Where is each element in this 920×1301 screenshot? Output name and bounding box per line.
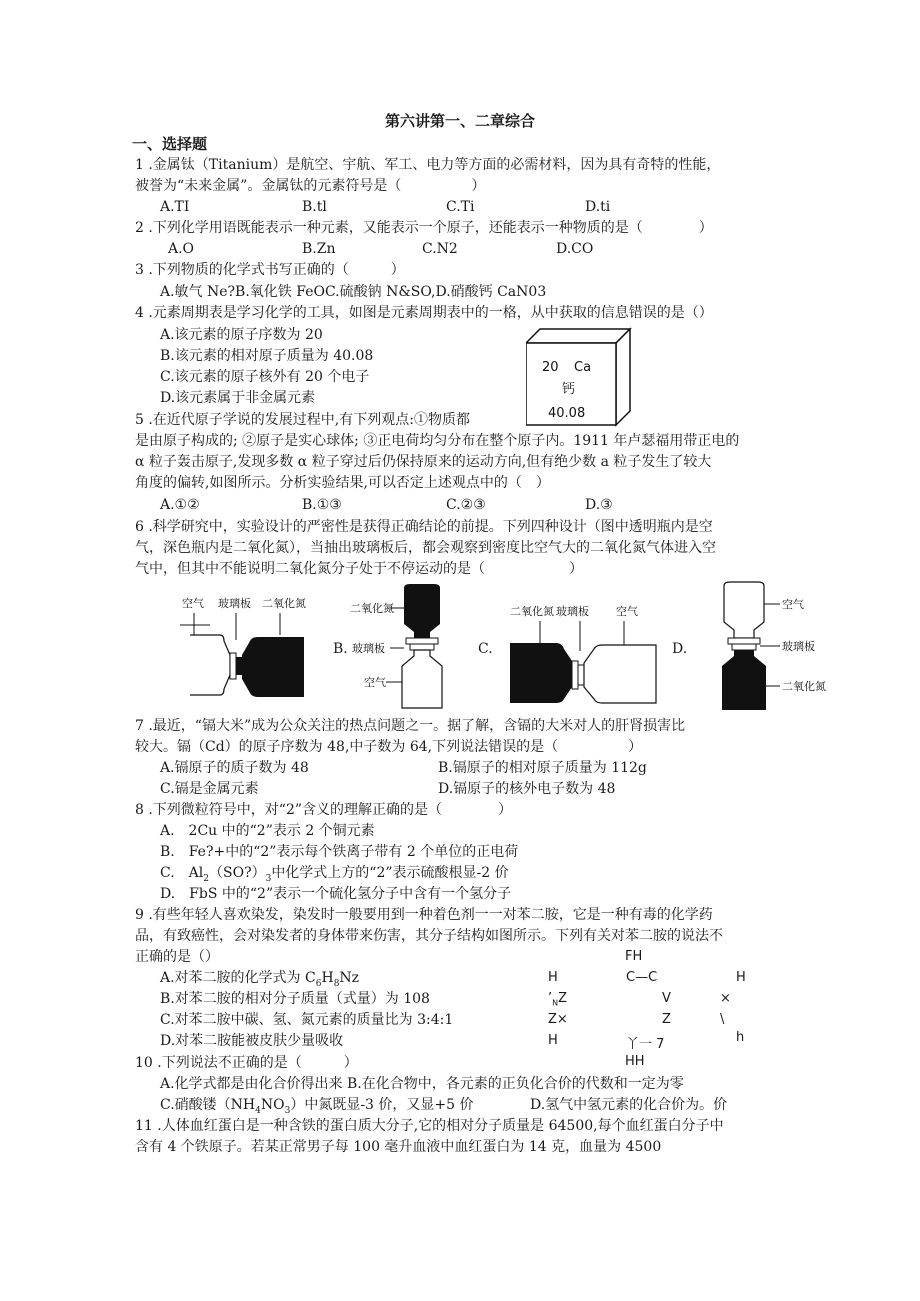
q5-text-1: 5 .在近代原子学说的发展过程中,有下列观点:①物质都	[135, 412, 470, 428]
q7-option-b: B.镉原子的相对原子质量为 112g	[438, 760, 647, 776]
svg-text:玻璃板: 玻璃板	[352, 642, 385, 655]
q6-text-3: 气中，但其中不能说明二氧化氮分子处于不停运动的是（ ）	[135, 561, 583, 577]
q9-option-a: A.对苯二胺的化学式为 $C_6H_8Nz$	[160, 970, 360, 989]
q1-option-b: B.tl	[302, 199, 327, 215]
q5-text-2: 是由原子构成的; ②原子是实心球体; ③正电荷均匀分布在整个原子内。1911 年卢瑟福用带正电的	[135, 433, 740, 449]
q4-text-1: 4 .元素周期表是学习化学的工具，如图是元素周期表中的一格，从中获取的信息错误的是（）	[135, 305, 713, 321]
q2-option-b: B.Zn	[302, 241, 336, 257]
svg-text:玻璃板: 玻璃板	[556, 605, 589, 618]
label-air: 空气	[182, 597, 204, 610]
q8-option-d: D. FbS 中的“2”表示一个硫化氢分子中含有一个氢分子	[160, 886, 512, 902]
section-heading: 一、选择题	[132, 135, 208, 153]
q1-text-2: 被誉为“未来金属”。金属钛的元素符号是（ ）	[135, 178, 486, 194]
svg-text:空气: 空气	[616, 605, 638, 618]
q11-text-2: 含有 4 个铁原子。若某正常男子每 100 毫升血液中血红蛋白为 14 克，血量为 4500	[135, 1139, 662, 1155]
label-glass: 玻璃板	[218, 597, 251, 610]
q3-options: A.敏气 Ne?B.氧化铁 FeOC.硫酸钠 N&SO,D.硝酸钙 CaN03	[160, 284, 547, 300]
svg-text:空气: 空气	[364, 676, 386, 689]
q2-option-c: C.N2	[422, 241, 458, 257]
q5-option-a: A.①②	[160, 497, 200, 513]
q1-option-a: A.TI	[160, 199, 190, 215]
worksheet-page: 第六讲第一、二章综合 一、选择题 1 .金属钛（Titanium）是航空、宇航、军工、电力等方面的必需材料，因为具有奇特的性能， 被誉为“未来金属”。金属钛的元素符号是（ ） A.TI B.tl C.Ti D.ti 2 .下列化学用语既能表示一种元素，又能表示一个原子，还能表示一种物质的是（ ） A.O B.Zn C.N2 D.CO 3 .下列物质的化学式书写正确的（ ） A.敏气 Ne?B.氧化铁 FeOC.硫酸钠 N&SO,D.硝酸钙 CaN03 4 .元素周期表是学习化学的工具，如图是元素周期表中的一格，从中获取的信息错误的是（） A.该元素的原子序数为 20 B.该元素的相对原子质量为 40.08 C.该元素的原子核外有 20 个电子 D.该元素属于非金属元素 20 Ca 钙 40.08 5 .在近代原子学说的发展过程中,有下列观点:①物质都 是由原子构成的; ②原子是实心球体; ③正电荷均匀分布在整个原子内。1911 年卢瑟福用带正电的 α 粒子轰击原子,发现多数 α 粒子穿过后仍保持原来的运动方向,但有绝少数 a 粒子发生了较大 角度的偏转,如图所示。分析实验结果,可以否定上述观点中的（ ） A.①② B.①③ C.②③ D.③ 6 .科学研究中，实验设计的严密性是获得正确结论的前提。下列四种设计（图中透明瓶内是空 气，深色瓶内是二氧化氮），当抽出玻璃板后，都会观察到密度比空气大的二氧化氮气体进入空 气中，但其中不能说明二氧化氮分子处于不停运动的是（ ） 空气 玻璃板 二氧化氮 B. 二氧化氮 玻璃板 空气 C. 二氧化氮 玻璃板 空气 D. 空气 玻璃板 二氧化氮 7 .最近，“镉大米”成为公众关注的热点问题之一。据了解，含镉的大米对人的肝肾损害比 较大。镉（Cd）的原子序数为 48,中子数为 64,下列说法错误的是（ ） A.镉原子的质子数为 48 B.镉原子的相对原子质量为 112g C.镉是金属元素 D.镉原子的核外电子数为 48 8 .下列微粒符号中，对“2”含义的理解正确的是（ ） A. 2Cu 中的“2”表示 2 个铜元素 B. Fe?+中的“2”表示每个铁离子带有 2 个单位的正电荷 C. $Al_2(SO?)_3$中化学式上方的“2”表示硫酸根显-2 价 D. FbS 中的“2”表示一个硫化氢分子中含有一个氢分子 9 .有些年轻人喜欢染发，染发时一般要用到一种着色剂一一对苯二胺，它是一种有毒的化学药 品，有致癌性，会对染发者的身体带来伤害，其分子结构如图所示。下列有关对苯二胺的说法不 正确的是（） A.对苯二胺的化学式为 $C_6H_8Nz$ B.对苯二胺的相对分子质量（式量）为 108 C.对苯二胺中碳、氢、氮元素的质量比为 3:4:1 D.对苯二胺能被皮肤少量吸收 FH H C—C H $’_NZ$ V × Z× Z \ H 丫一 7 h HH 10 .下列说法不正确的是（ ） A.化学式都是由化合价得出来 B.在化合物中，各元素的正负化合价的代数和一定为零 C.硝酸镂$(NH_4NO_3)$中氮既显-3 价，又显+5 价 D.氢气中氢元素的化合价为。价 11 .人体血红蛋白是一种含铁的蛋白质大分子,它的相对分子质量是 64500,每个血红蛋白分子中 含有 4 个铁原子。若某正常男子每 100 毫升血液中血红蛋白为 14 克，血量为 4500	[0, 0, 920, 1301]
q10-text-1: 10 .下列说法不正确的是（ ）	[135, 1055, 358, 1071]
diffusion-figure-c	[510, 603, 660, 708]
q6-option-b: B.	[333, 641, 348, 657]
q10-option-c: C.硝酸镂$(NH_4NO_3)$中氮既显-3 价，又显+5 价	[160, 1097, 474, 1116]
q4-option-c: C.该元素的原子核外有 20 个电子	[160, 369, 370, 385]
page-title: 第六讲第一、二章综合	[384, 112, 535, 130]
label-no2: 二氧化氮	[262, 597, 306, 610]
svg-text:空气: 空气	[782, 598, 804, 611]
q1-option-c: C.Ti	[446, 199, 475, 215]
svg-text:玻璃板: 玻璃板	[782, 640, 815, 653]
q6-text-1: 6 .科学研究中，实验设计的严密性是获得正确结论的前提。下列四种设计（图中透明瓶内是空	[135, 519, 713, 535]
q9-option-c: C.对苯二胺中碳、氢、氮元素的质量比为 3:4:1	[160, 1012, 454, 1028]
q5-text-3: α 粒子轰击原子,发现多数 α 粒子穿过后仍保持原来的运动方向,但有绝少数 a 粒子发生了较大	[135, 454, 712, 470]
q4-option-d: D.该元素属于非金属元素	[160, 390, 316, 406]
q2-option-d: D.CO	[556, 241, 594, 257]
q7-text-1: 7 .最近，“镉大米”成为公众关注的热点问题之一。据了解，含镉的大米对人的肝肾损害比	[135, 718, 686, 734]
q9-text-3: 正确的是（）	[135, 949, 219, 965]
q2-option-a: A.O	[168, 241, 195, 257]
q10-option-ab: A.化学式都是由化合价得出来 B.在化合物中，各元素的正负化合价的代数和一定为零	[160, 1076, 684, 1092]
svg-text:二氧化氮: 二氧化氮	[350, 602, 394, 615]
q5-option-c: C.②③	[446, 497, 486, 513]
q7-option-d: D.镉原子的核外电子数为 48	[438, 781, 616, 797]
diffusion-figure-a	[180, 595, 310, 705]
q9-text-1: 9 .有些年轻人喜欢染发，染发时一般要用到一种着色剂一一对苯二胺，它是一种有毒的化学药	[135, 907, 713, 923]
q6-option-c: C.	[478, 641, 493, 657]
q1-option-d: D.ti	[585, 199, 611, 215]
cell-element-name: 钙	[562, 382, 576, 397]
svg-text:二氧化氮: 二氧化氮	[782, 680, 826, 693]
q2-text-1: 2 .下列化学用语既能表示一种元素，又能表示一个原子，还能表示一种物质的是（ ）	[135, 220, 713, 236]
q5-option-d: D.③	[585, 497, 613, 513]
q5-option-b: B.①③	[302, 497, 342, 513]
cell-symbol: Ca	[574, 360, 592, 375]
cell-atomic-number: 20	[542, 360, 559, 375]
diffusion-figure-d	[700, 580, 840, 715]
periodic-cell-figure	[526, 327, 632, 427]
q8-text-1: 8 .下列微粒符号中，对“2”含义的理解正确的是（ ）	[135, 802, 513, 818]
q7-option-a: A.镉原子的质子数为 48	[160, 760, 309, 776]
q10-option-d: D.氢气中氢元素的化合价为。价	[530, 1097, 728, 1113]
q5-text-4: 角度的偏转,如图所示。分析实验结果,可以否定上述观点中的（ ）	[135, 475, 550, 491]
q7-text-2: 较大。镉（Cd）的原子序数为 48,中子数为 64,下列说法错误的是（ ）	[135, 739, 643, 755]
q6-option-d: D.	[672, 641, 688, 657]
q4-option-a: A.该元素的原子序数为 20	[160, 327, 323, 343]
q8-option-c: C. $Al_2(SO?)_3$中化学式上方的“2”表示硫酸根显-2 价	[160, 865, 509, 884]
q7-option-c: C.镉是金属元素	[160, 781, 259, 797]
q6-text-2: 气，深色瓶内是二氧化氮），当抽出玻璃板后，都会观察到密度比空气大的二氧化氮气体进入空	[135, 540, 716, 556]
q3-text-1: 3 .下列物质的化学式书写正确的（ ）	[135, 262, 405, 278]
q11-text-1: 11 .人体血红蛋白是一种含铁的蛋白质大分子,它的相对分子质量是 64500,每个血红蛋白分子中	[135, 1118, 724, 1134]
diffusion-figure-b	[350, 582, 470, 712]
q8-option-b: B. Fe?+中的“2”表示每个铁离子带有 2 个单位的正电荷	[160, 844, 519, 860]
cell-atomic-mass: 40.08	[548, 406, 586, 421]
q9-option-b: B.对苯二胺的相对分子质量（式量）为 108	[160, 991, 430, 1007]
svg-text:二氧化氮: 二氧化氮	[510, 605, 554, 618]
q8-option-a: A. 2Cu 中的“2”表示 2 个铜元素	[160, 823, 375, 839]
q4-option-b: B.该元素的相对原子质量为 40.08	[160, 348, 374, 364]
q9-option-d: D.对苯二胺能被皮肤少量吸收	[160, 1033, 344, 1049]
q1-text-1: 1 .金属钛（Titanium）是航空、宇航、军工、电力等方面的必需材料，因为具有奇特的性能，	[135, 157, 721, 173]
q9-text-2: 品，有致癌性，会对染发者的身体带来伤害，其分子结构如图所示。下列有关对苯二胺的说法不	[135, 928, 723, 944]
